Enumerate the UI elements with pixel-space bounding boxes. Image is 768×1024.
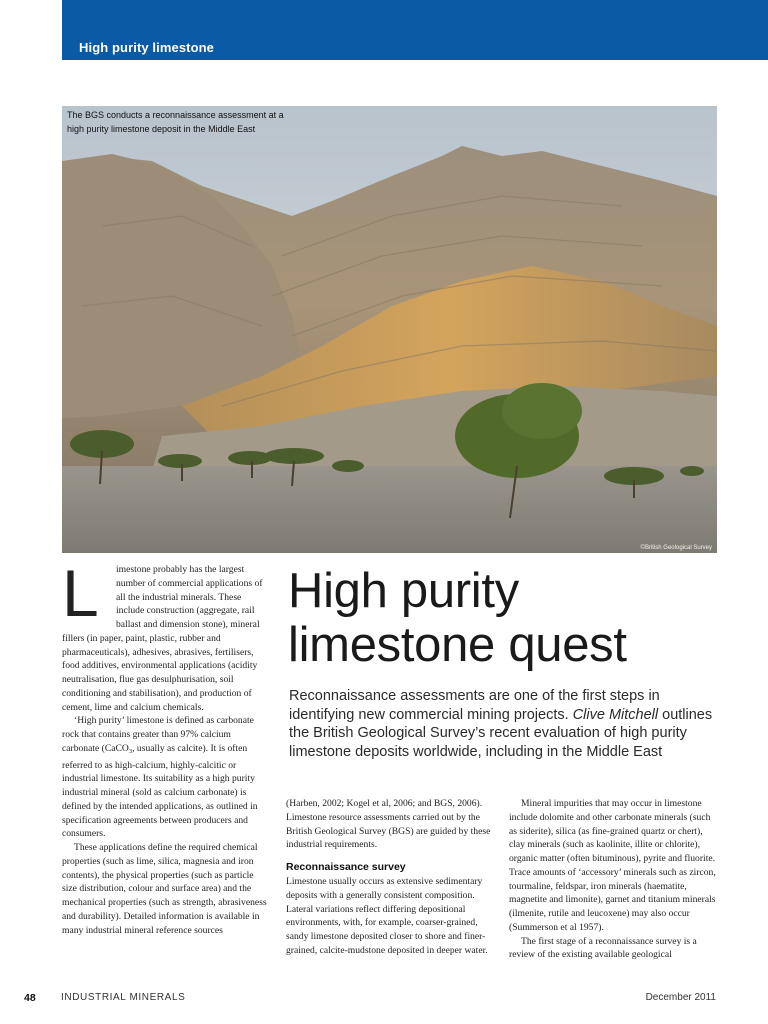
- body-paragraph: [62, 714, 270, 841]
- author-name: Clive Mitchell: [572, 706, 659, 723]
- headline-line-2: limestone quest: [288, 618, 627, 672]
- magazine-name: INDUSTRIAL MINERALS: [61, 992, 186, 1003]
- headline-line-1: High purity: [288, 564, 519, 618]
- body-paragraph: These applications define the required chemical properties (such as lime, silica, magnesia and iron contents), the physical properties (such as particle size distribution, colour and surface area) and the mechanical properties (such as strength, abrasiveness and durability). Detailed information is available in many industrial mineral reference sources: [62, 842, 267, 936]
- body-text: , usually as calcite). It is often referred to as high-calcium, highly-calcitic or industrial limestone. Its suitability as a high purity industrial mineral (sold as calcium carbonate) is defined by the intended applications, as outlined in specification agreements between producers and consumers.: [62, 742, 258, 840]
- page-number: 48: [24, 992, 36, 1004]
- article-column-1: [62, 556, 270, 937]
- subheading: Reconnaissance survey: [286, 861, 406, 873]
- article-photo: [62, 106, 717, 553]
- article-column-3: [509, 797, 717, 962]
- issue-date: December 2011: [645, 992, 716, 1003]
- article-column-2: [286, 797, 491, 958]
- header-band: [62, 0, 768, 60]
- section-title: High purity limestone: [79, 40, 215, 55]
- subscript: 3: [128, 747, 133, 755]
- limestone-deposit-photo: [62, 106, 717, 553]
- standfirst: [289, 687, 719, 761]
- standfirst-text: outlines the British Geological Survey’s recent evaluation of high purity limestone deposits worldwide, including in the Middle East: [289, 706, 713, 760]
- body-paragraph: Mineral impurities that may occur in limestone include dolomite and other carbonate minerals (such as siderite), silica (as fine-grained quartz or chert), clay minerals (such as kaolinite, illite or chlorite), organic matter (often bituminous), pyrite and fluorite. Trace amounts of ‘accessory’ minerals such as zircon, tourmaline, feldspar, iron minerals (haematite, magnetite and limonite), garnet and titanium minerals (ilmenite, rutile and leucoxene) may also occur (Summerson et al 1957).: [509, 798, 716, 933]
- body-text: ‘High purity’ limestone is defined as carbonate rock that contains greater than 97% calcium carbonate (CaCO: [62, 715, 254, 754]
- drop-cap: L: [62, 556, 99, 630]
- page-footer: [0, 990, 768, 1006]
- photo-credit: ©British Geological Survey: [640, 545, 712, 551]
- photo-caption: The BGS conducts a reconnaissance assessment at a high purity limestone deposit in the Middle East: [67, 110, 284, 134]
- body-paragraph: The first stage of a reconnaissance survey is a review of the existing available geological: [509, 935, 697, 961]
- article-headline: [288, 564, 728, 672]
- body-paragraph: imestone probably has the largest number of commercial applications of all the industrial minerals. These include construction (aggregate, rail ballast and dimension stone), mineral fillers (in paper, paint, plastic, rubber and pharmaceuticals), adhesives, abrasives, fertilisers, food additives, environmental applications (acidity neutralisation, flue gas desulphurisation, soil conditioning and stabilisation), and production of cement, lime and calcium chemicals.: [62, 564, 263, 713]
- body-paragraph: Limestone usually occurs as extensive sedimentary deposits with a generally consistent composition. Lateral variations reflect differing depositional environments, with, for example, coarser-grained, sandy limestone deposited closer to shore and finer-grained, calcite-mudstone deposited in deeper water.: [286, 876, 488, 956]
- standfirst-text: Reconnaissance assessments are one of the first steps in identifying new commercial mining projects.: [289, 688, 660, 723]
- body-paragraph: (Harben, 2002; Kogel et al, 2006; and BGS, 2006). Limestone resource assessments carried out by the British Geological Survey (BGS) are guided by these industrial requirements.: [286, 798, 491, 851]
